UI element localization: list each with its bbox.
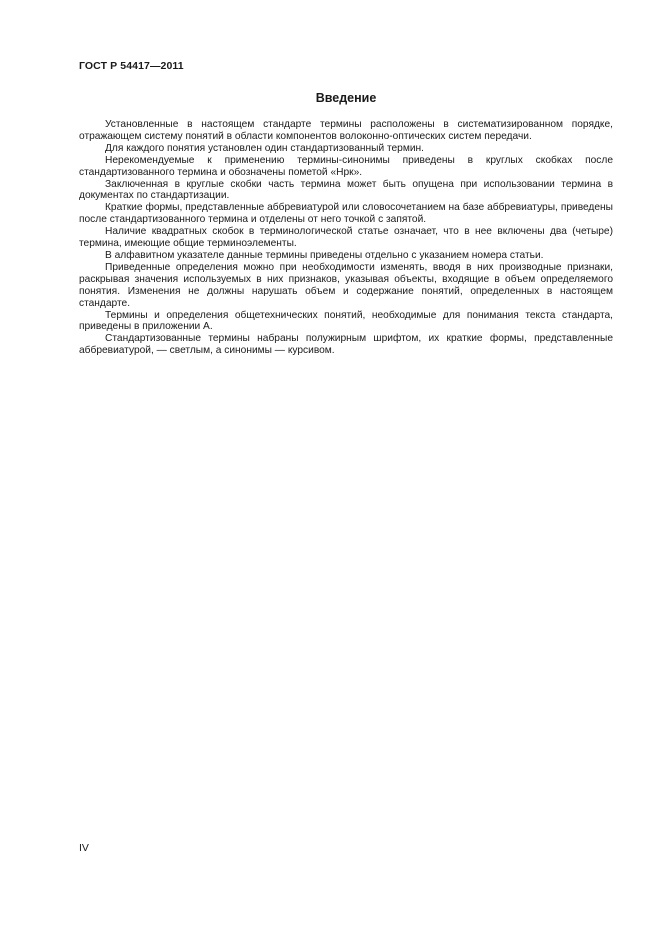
paragraph: Стандартизованные термины набраны полужирным шрифтом, их краткие формы, представленные аббревиатурой, — светлым, а синонимы — курсивом. [79,333,613,357]
page-number: IV [79,842,89,854]
body-text [79,119,613,357]
paragraph: Заключенная в круглые скобки часть термина может быть опущена при использовании термина в документах по стандартизации. [79,178,613,202]
paragraph: В алфавитном указателе данные термины приведены отдельно с указанием номера статьи. [105,249,544,261]
paragraph: Установленные в настоящем стандарте термины расположены в систематизированном порядке, отражающем систему понятий в области компонентов волоконно-оптических систем передачи. [79,119,613,142]
paragraph: Наличие квадратных скобок в терминологической статье означает, что в нее включены два (четыре) термина, имеющие общие терминоэлементы. [79,226,613,250]
paragraph: Нерекомендуемые к применению термины-синонимы приведены в круглых скобках после стандартизованного термина и обозначены пометой «Нрк». [79,154,613,178]
paragraph: Приведенные определения можно при необходимости изменять, вводя в них производные признаки, раскрывая значения используемых в них признаков, указывая объекты, входящие в объем определяемого понятия. Изменения не должны нарушать объем и содержание понятий, определенных в настоящем стандарте. [79,261,613,309]
paragraph: Термины и определения общетехнических понятий, необходимые для понимания текста стандарта, приведены в приложении А. [79,309,613,333]
section-title: Введение [315,91,377,105]
document-header: ГОСТ Р 54417—2011 [79,60,184,72]
paragraph: Для каждого понятия установлен один стандартизованный термин. [105,142,424,154]
paragraph: Краткие формы, представленные аббревиатурой или словосочетанием на базе аббревиатуры, приведены после стандартизованного термина и отделены от него точкой с запятой. [79,202,613,226]
